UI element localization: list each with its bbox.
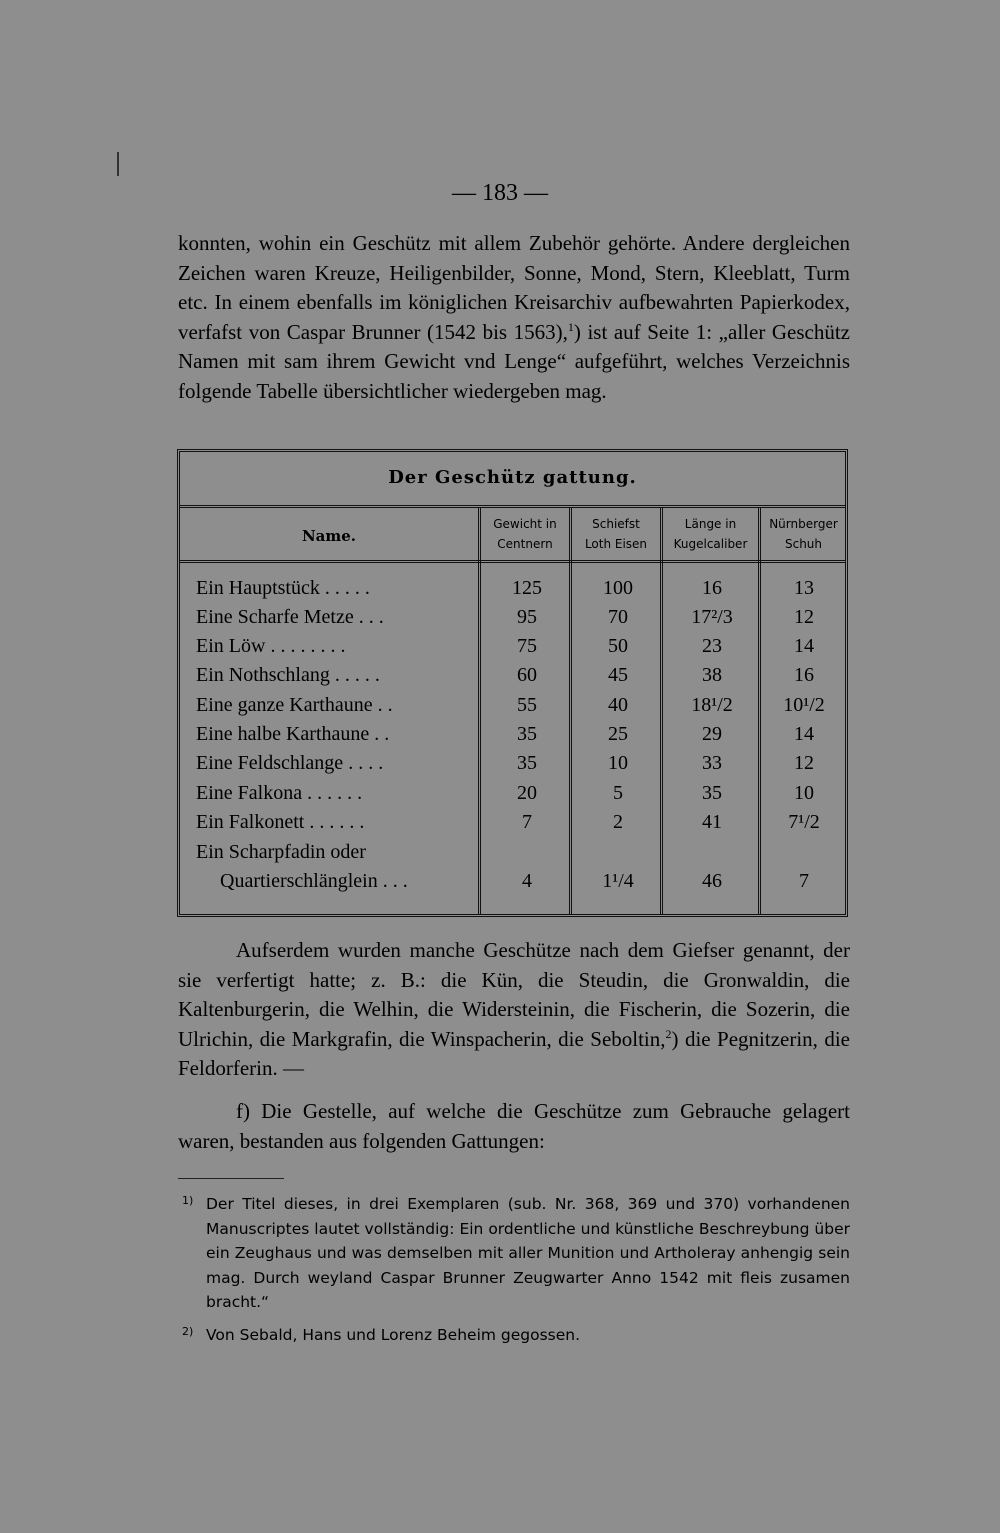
table-row — [180, 749, 845, 778]
row-name-line2: Quartierschlänglein — [220, 870, 378, 892]
row-name: Eine Feldschlange — [196, 752, 344, 774]
row-weight: 60 — [517, 664, 537, 686]
row-shot: 10 — [608, 752, 628, 774]
table-title: Der Geschütz gattung. — [388, 467, 637, 488]
header-weight — [481, 514, 569, 558]
margin-mark — [117, 152, 119, 176]
footnote-1 — [182, 1192, 850, 1315]
row-name: Ein Löw — [196, 635, 266, 657]
row-schuh: 10 — [794, 782, 814, 804]
row-length: 16 — [702, 577, 722, 599]
row-shot: 5 — [613, 782, 623, 804]
footnote-ref-1[interactable]: 1 — [567, 319, 574, 334]
row-weight: 55 — [517, 694, 537, 716]
footnote-divider — [178, 1178, 284, 1179]
row-length: 35 — [702, 782, 722, 804]
row-schuh: 10¹/2 — [783, 694, 825, 716]
row-schuh: 7¹/2 — [788, 811, 820, 833]
row-dots: . . . — [382, 870, 408, 892]
row-dots: . . . . . . . . — [270, 635, 346, 657]
row-name: Eine Falkona — [196, 782, 303, 804]
row-length: 33 — [702, 752, 722, 774]
row-schuh: 7 — [799, 870, 809, 892]
row-length: 18¹/2 — [691, 694, 733, 716]
table-row — [180, 632, 845, 661]
table-row — [180, 603, 845, 632]
row-dots: . . . . . . — [309, 811, 365, 833]
row-dots: . . . . . . — [307, 782, 363, 804]
footnote-ref-2[interactable]: 2 — [665, 1026, 672, 1041]
row-shot: 2 — [613, 811, 623, 833]
row-shot: 50 — [608, 635, 628, 657]
row-shot: 100 — [603, 577, 633, 599]
table-row — [180, 779, 845, 808]
header-shot-line1: Schiefst — [592, 517, 640, 531]
row-name: Eine halbe Karthaune — [196, 723, 370, 745]
table-row — [180, 720, 845, 749]
row-dots: . . . . — [348, 752, 384, 774]
table-row — [180, 691, 845, 720]
header-shot-line2: Loth Eisen — [584, 537, 648, 551]
row-name: Eine ganze Karthaune — [196, 694, 373, 716]
paragraph-intro-text: konnten, wohin ein Geschütz mit allem Zubehör gehörte. Andere dergleichen Zeichen waren Kreuze, Heiligenbilder, Sonne, Mond, Stern, Kleeblatt, Turm etc. In einem ebenfalls im königlichen Kreisarchiv aufbewahrten Papierkodex, verfafst von Caspar Brunner (1542 bis 1563), — [178, 231, 850, 344]
row-dots: . . — [377, 694, 393, 716]
header-shot — [572, 514, 660, 558]
row-weight: 4 — [522, 870, 532, 892]
row-weight: 35 — [517, 723, 537, 745]
row-schuh: 14 — [794, 723, 814, 745]
paragraph-founders-text-end: ) die Pegnitzerin, die Feldorferin. — — [178, 1026, 850, 1080]
header-schuh — [761, 514, 846, 558]
cannon-table — [177, 449, 848, 917]
header-name: Name. — [301, 527, 357, 545]
footnote-mark: 2) — [182, 1325, 194, 1338]
row-dots: . . . . . — [334, 664, 380, 686]
row-name-line1: Ein Scharpfadin oder — [196, 841, 366, 863]
page-number: — 183 — — [452, 180, 548, 206]
header-schuh-line1: Nürnberger — [769, 517, 838, 531]
row-weight: 75 — [517, 635, 537, 657]
row-name: Ein Nothschlang — [196, 664, 330, 686]
header-schuh-line2: Schuh — [784, 537, 823, 551]
table-row — [180, 808, 845, 837]
paragraph-intro — [178, 229, 850, 406]
row-weight: 20 — [517, 782, 537, 804]
header-length-line2: Kugelcaliber — [673, 537, 748, 551]
row-schuh: 13 — [794, 577, 814, 599]
row-name: Eine Scharfe Metze — [196, 606, 354, 628]
row-weight: 125 — [512, 577, 542, 599]
row-shot: 1¹/4 — [602, 870, 634, 892]
header-length-line1: Länge in — [684, 517, 737, 531]
row-weight: 35 — [517, 752, 537, 774]
row-schuh: 16 — [794, 664, 814, 686]
footnote-text: Von Sebald, Hans und Lorenz Beheim gegossen. — [206, 1326, 581, 1344]
row-length: 17²/3 — [691, 606, 733, 628]
paragraph-founders — [178, 936, 850, 1084]
row-dots: . . . — [358, 606, 384, 628]
header-weight-line2: Centnern — [497, 537, 553, 551]
paragraph-gestelle: f) Die Gestelle, auf welche die Geschütze zum Gebrauche gelagert waren, bestanden aus folgenden Gattungen: — [178, 1099, 850, 1153]
header-weight-line1: Gewicht in — [493, 517, 557, 531]
footnote-text: Der Titel dieses, in drei Exemplaren (sub. Nr. 368, 369 und 370) vorhandenen Manuscriptes lautet vollständig: Ein ordentliche und künstliche Beschreybung über ein Zeughaus und was demselben mit aller Munition und Artholeray anhengig sein mag. Durch weyland Caspar Brunner Zeugwarter Anno 1542 mit fleis zusamen bracht.“ — [206, 1195, 850, 1311]
row-dots: . . . . . — [324, 577, 370, 599]
header-length — [663, 514, 758, 558]
row-schuh: 12 — [794, 606, 814, 628]
row-name: Ein Hauptstück — [196, 577, 320, 599]
row-dots: . . — [374, 723, 390, 745]
row-shot: 40 — [608, 694, 628, 716]
table-rule-top — [180, 505, 845, 508]
table-row — [180, 661, 845, 690]
row-length: 23 — [702, 635, 722, 657]
row-schuh: 14 — [794, 635, 814, 657]
table-row — [180, 574, 845, 603]
row-weight: 95 — [517, 606, 537, 628]
row-length: 46 — [702, 870, 722, 892]
row-length: 29 — [702, 723, 722, 745]
row-shot: 70 — [608, 606, 628, 628]
row-shot: 45 — [608, 664, 628, 686]
row-length: 41 — [702, 811, 722, 833]
paragraph-founders-text: Aufserdem wurden manche Geschütze nach dem Giefser genannt, der sie verfertigt hatte; z. B.: die Kün, die Steudin, die Gronwaldin, die Kaltenburgerin, die Welhin, die Widersteinin, die Fischerin, die Sozerin, die Ulrichin, die Markgrafin, die Winspacherin, die Seboltin, — [178, 938, 850, 1051]
footnote-2 — [182, 1323, 850, 1348]
table-row — [180, 838, 845, 896]
row-weight: 7 — [522, 811, 532, 833]
row-schuh: 12 — [794, 752, 814, 774]
row-length: 38 — [702, 664, 722, 686]
footnote-mark: 1) — [182, 1194, 194, 1207]
row-name: Ein Falkonett — [196, 811, 305, 833]
paragraph-intro-text-end: ) ist auf Seite 1: „aller Geschütz Namen mit sam ihrem Gewicht vnd Lenge“ aufgeführt, welches Verzeichnis folgende Tabelle übersichtlicher wiedergeben mag. — [178, 319, 851, 403]
table-rule-header — [180, 560, 845, 563]
row-shot: 25 — [608, 723, 628, 745]
